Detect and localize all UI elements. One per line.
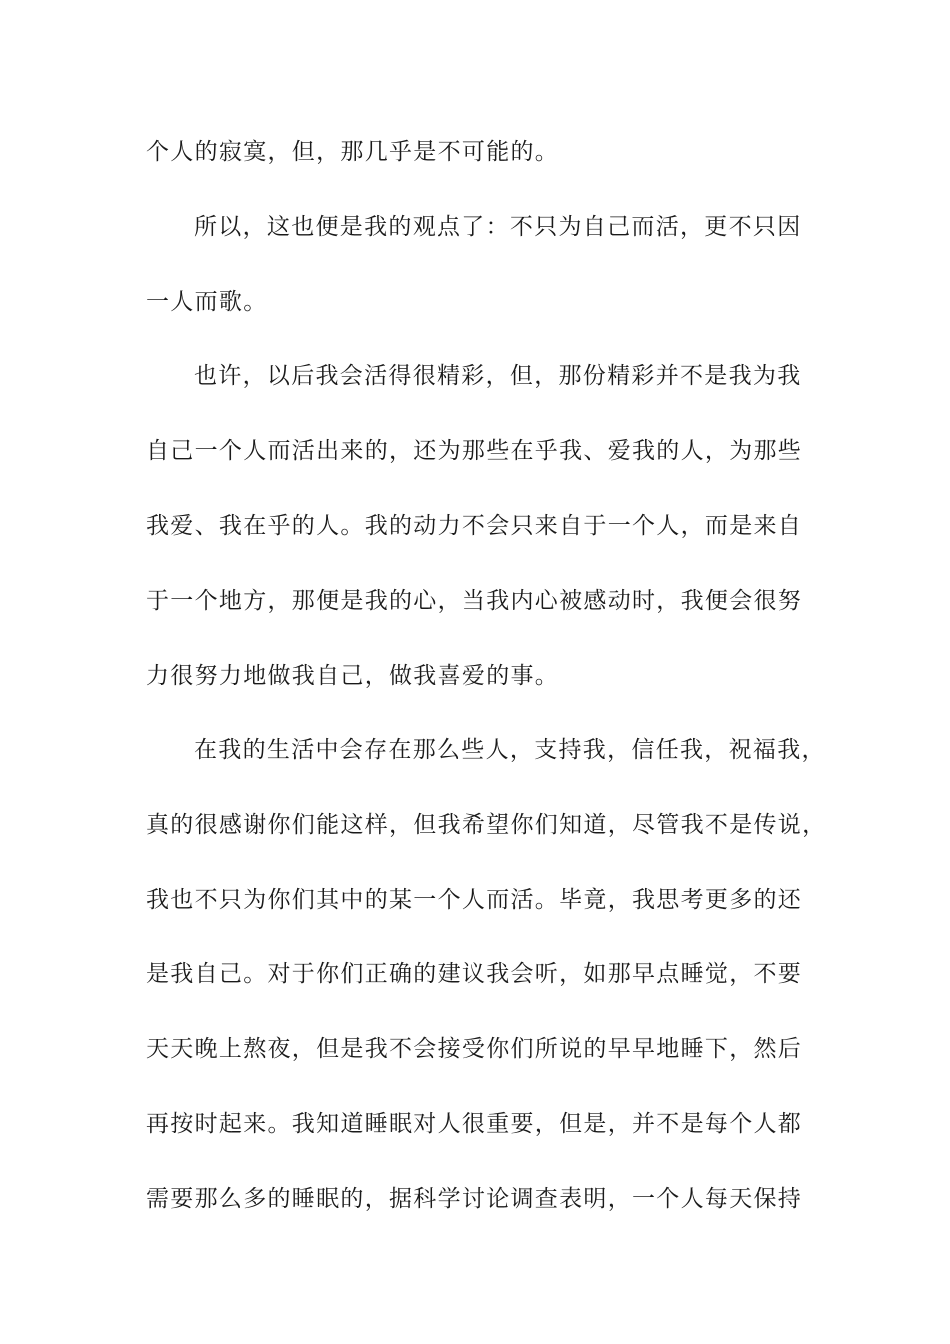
text-line: 我也不只为你们其中的某一个人而活。毕竟，我思考更多的还 <box>146 887 803 913</box>
paragraph-first-line: 所以，这也便是我的观点了：不只为自己而活，更不只因 <box>194 214 802 240</box>
text-line: 一人而歌。 <box>146 289 268 315</box>
paragraph-first-line: 在我的生活中会存在那么些人，支持我，信任我，祝福我， <box>194 737 826 763</box>
text-line: 力很努力地做我自己，做我喜爱的事。 <box>146 663 560 689</box>
text-line: 再按时起来。我知道睡眠对人很重要，但是，并不是每个人都 <box>146 1111 803 1137</box>
text-line: 我爱、我在乎的人。我的动力不会只来自于一个人，而是来自 <box>146 513 803 539</box>
text-line: 是我自己。对于你们正确的建议我会听，如那早点睡觉，不要 <box>146 961 803 987</box>
text-line: 自己一个人而活出来的，还为那些在乎我、爱我的人，为那些 <box>146 438 803 464</box>
paragraph-first-line: 也许，以后我会活得很精彩，但，那份精彩并不是我为我 <box>194 363 802 389</box>
text-line: 于一个地方，那便是我的心，当我内心被感动时，我便会很努 <box>146 588 803 614</box>
text-line: 天天晚上熬夜，但是我不会接受你们所说的早早地睡下，然后 <box>146 1036 803 1062</box>
text-line: 个人的寂寞，但，那几乎是不可能的。 <box>146 139 560 165</box>
text-line: 需要那么多的睡眠的，据科学讨论调查表明，一个人每天保持 <box>146 1186 803 1212</box>
text-line: 真的很感谢你们能这样，但我希望你们知道，尽管我不是传说， <box>146 812 827 838</box>
